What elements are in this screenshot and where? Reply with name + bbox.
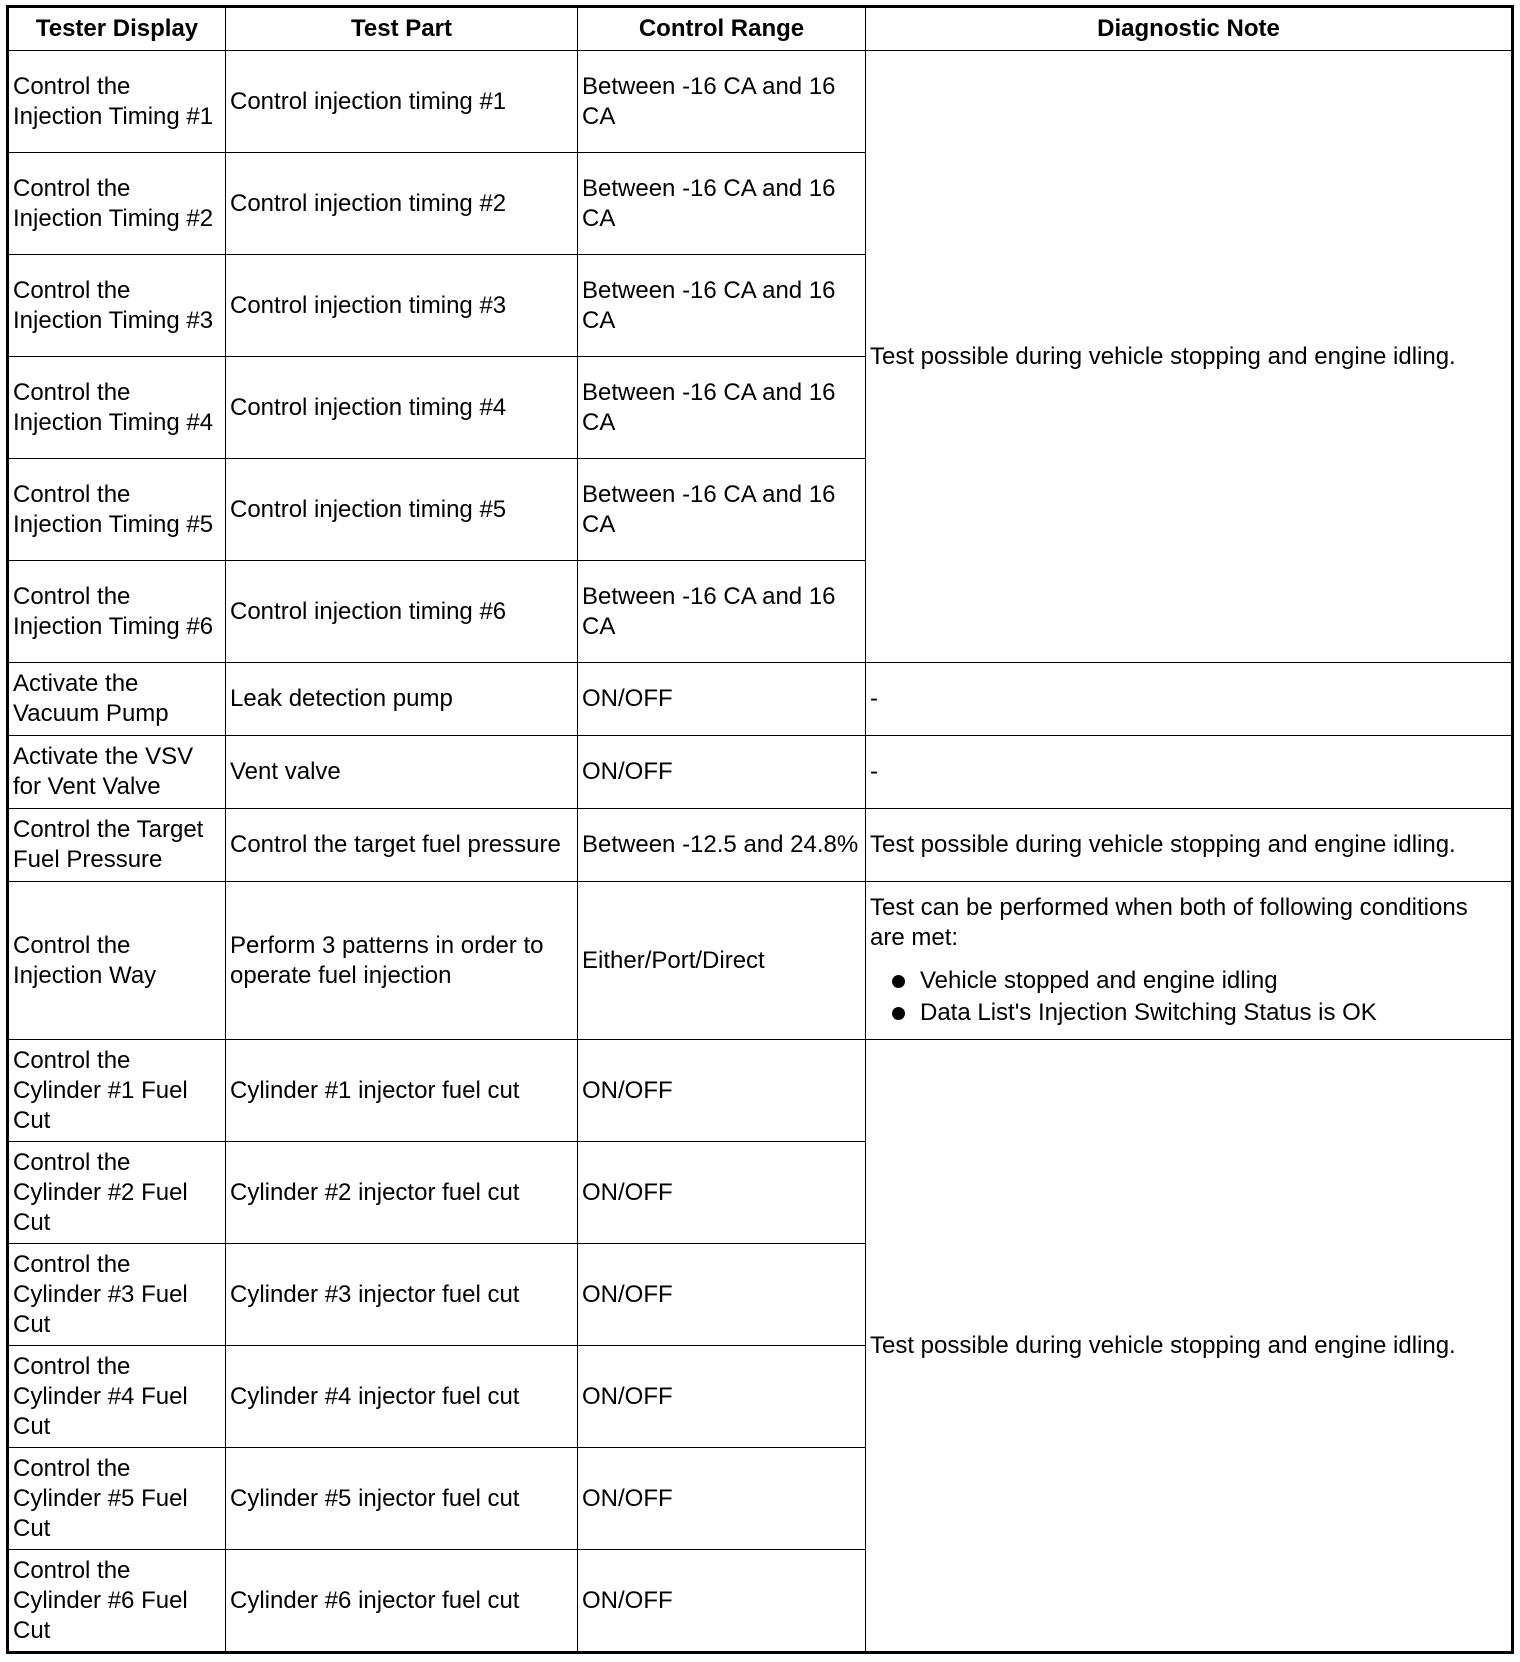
test-part-cell: Leak detection pump	[226, 663, 578, 736]
tester-display-cell: Control the Cylinder #3 Fuel Cut	[8, 1244, 226, 1346]
test-part-cell: Control injection timing #3	[226, 255, 578, 357]
diagnostic-note-cell: Test possible during vehicle stopping and engine idling.	[866, 809, 1513, 882]
tester-display-cell: Control the Cylinder #2 Fuel Cut	[8, 1142, 226, 1244]
control-range-cell: ON/OFF	[578, 736, 866, 809]
note-text: Test can be performed when both of following conditions are met:	[870, 893, 1468, 951]
header-control-range: Control Range	[578, 7, 866, 51]
tester-display-cell: Control the Cylinder #4 Fuel Cut	[8, 1346, 226, 1448]
diagnostic-note-cell: -	[866, 736, 1513, 809]
control-range-cell: Between -16 CA and 16 CA	[578, 357, 866, 459]
control-range-cell: Either/Port/Direct	[578, 882, 866, 1040]
bullet-icon	[892, 1007, 905, 1020]
control-range-cell: ON/OFF	[578, 1550, 866, 1653]
test-part-cell: Cylinder #4 injector fuel cut	[226, 1346, 578, 1448]
table-row	[8, 736, 1513, 809]
test-part-cell: Control injection timing #2	[226, 153, 578, 255]
control-range-cell: Between -16 CA and 16 CA	[578, 459, 866, 561]
tester-display-cell: Control the Cylinder #5 Fuel Cut	[8, 1448, 226, 1550]
control-range-cell: Between -12.5 and 24.8%	[578, 809, 866, 882]
condition-list	[870, 965, 1507, 1029]
test-part-cell: Control injection timing #1	[226, 51, 578, 153]
table-row	[8, 51, 1513, 153]
tester-display-cell: Control the Target Fuel Pressure	[8, 809, 226, 882]
test-part-cell: Control injection timing #6	[226, 561, 578, 663]
list-item	[892, 965, 1507, 997]
table-row	[8, 663, 1513, 736]
test-part-cell: Cylinder #5 injector fuel cut	[226, 1448, 578, 1550]
header-diagnostic-note: Diagnostic Note	[866, 7, 1513, 51]
diagnostic-note-cell: Test possible during vehicle stopping and engine idling.	[866, 51, 1513, 663]
tester-display-cell: Control the Injection Timing #5	[8, 459, 226, 561]
control-range-cell: ON/OFF	[578, 1142, 866, 1244]
control-range-cell: ON/OFF	[578, 663, 866, 736]
diagnostic-note-cell	[866, 882, 1513, 1040]
tester-display-cell: Control the Injection Timing #1	[8, 51, 226, 153]
tester-display-cell: Control the Injection Timing #2	[8, 153, 226, 255]
list-item	[892, 997, 1507, 1029]
control-range-cell: Between -16 CA and 16 CA	[578, 51, 866, 153]
control-range-cell: ON/OFF	[578, 1448, 866, 1550]
table-row	[8, 882, 1513, 1040]
tester-display-cell: Activate the VSV for Vent Valve	[8, 736, 226, 809]
test-part-cell: Control the target fuel pressure	[226, 809, 578, 882]
test-part-cell: Cylinder #2 injector fuel cut	[226, 1142, 578, 1244]
header-test-part: Test Part	[226, 7, 578, 51]
tester-display-cell: Control the Injection Timing #3	[8, 255, 226, 357]
test-part-cell: Perform 3 patterns in order to operate fuel injection	[226, 882, 578, 1040]
tester-display-cell: Control the Injection Way	[8, 882, 226, 1040]
active-test-table	[6, 5, 1514, 1654]
test-part-cell: Vent valve	[226, 736, 578, 809]
test-part-cell: Control injection timing #4	[226, 357, 578, 459]
control-range-cell: Between -16 CA and 16 CA	[578, 561, 866, 663]
test-part-cell: Control injection timing #5	[226, 459, 578, 561]
bullet-icon	[892, 975, 905, 988]
control-range-cell: ON/OFF	[578, 1346, 866, 1448]
header-tester-display: Tester Display	[8, 7, 226, 51]
control-range-cell: Between -16 CA and 16 CA	[578, 255, 866, 357]
condition-text: Data List's Injection Switching Status is OK	[920, 998, 1377, 1026]
tester-display-cell: Control the Cylinder #1 Fuel Cut	[8, 1040, 226, 1142]
test-part-cell: Cylinder #6 injector fuel cut	[226, 1550, 578, 1653]
tester-display-cell: Control the Cylinder #6 Fuel Cut	[8, 1550, 226, 1653]
test-part-cell: Cylinder #1 injector fuel cut	[226, 1040, 578, 1142]
diagnostic-note-cell: Test possible during vehicle stopping and engine idling.	[866, 1040, 1513, 1653]
control-range-cell: ON/OFF	[578, 1040, 866, 1142]
control-range-cell: ON/OFF	[578, 1244, 866, 1346]
tester-display-cell: Control the Injection Timing #6	[8, 561, 226, 663]
diagnostic-note-cell: -	[866, 663, 1513, 736]
condition-text: Vehicle stopped and engine idling	[920, 966, 1278, 994]
header-row	[8, 7, 1513, 51]
control-range-cell: Between -16 CA and 16 CA	[578, 153, 866, 255]
test-part-cell: Cylinder #3 injector fuel cut	[226, 1244, 578, 1346]
tester-display-cell: Activate the Vacuum Pump	[8, 663, 226, 736]
tester-display-cell: Control the Injection Timing #4	[8, 357, 226, 459]
table-row	[8, 1040, 1513, 1142]
table-row	[8, 809, 1513, 882]
